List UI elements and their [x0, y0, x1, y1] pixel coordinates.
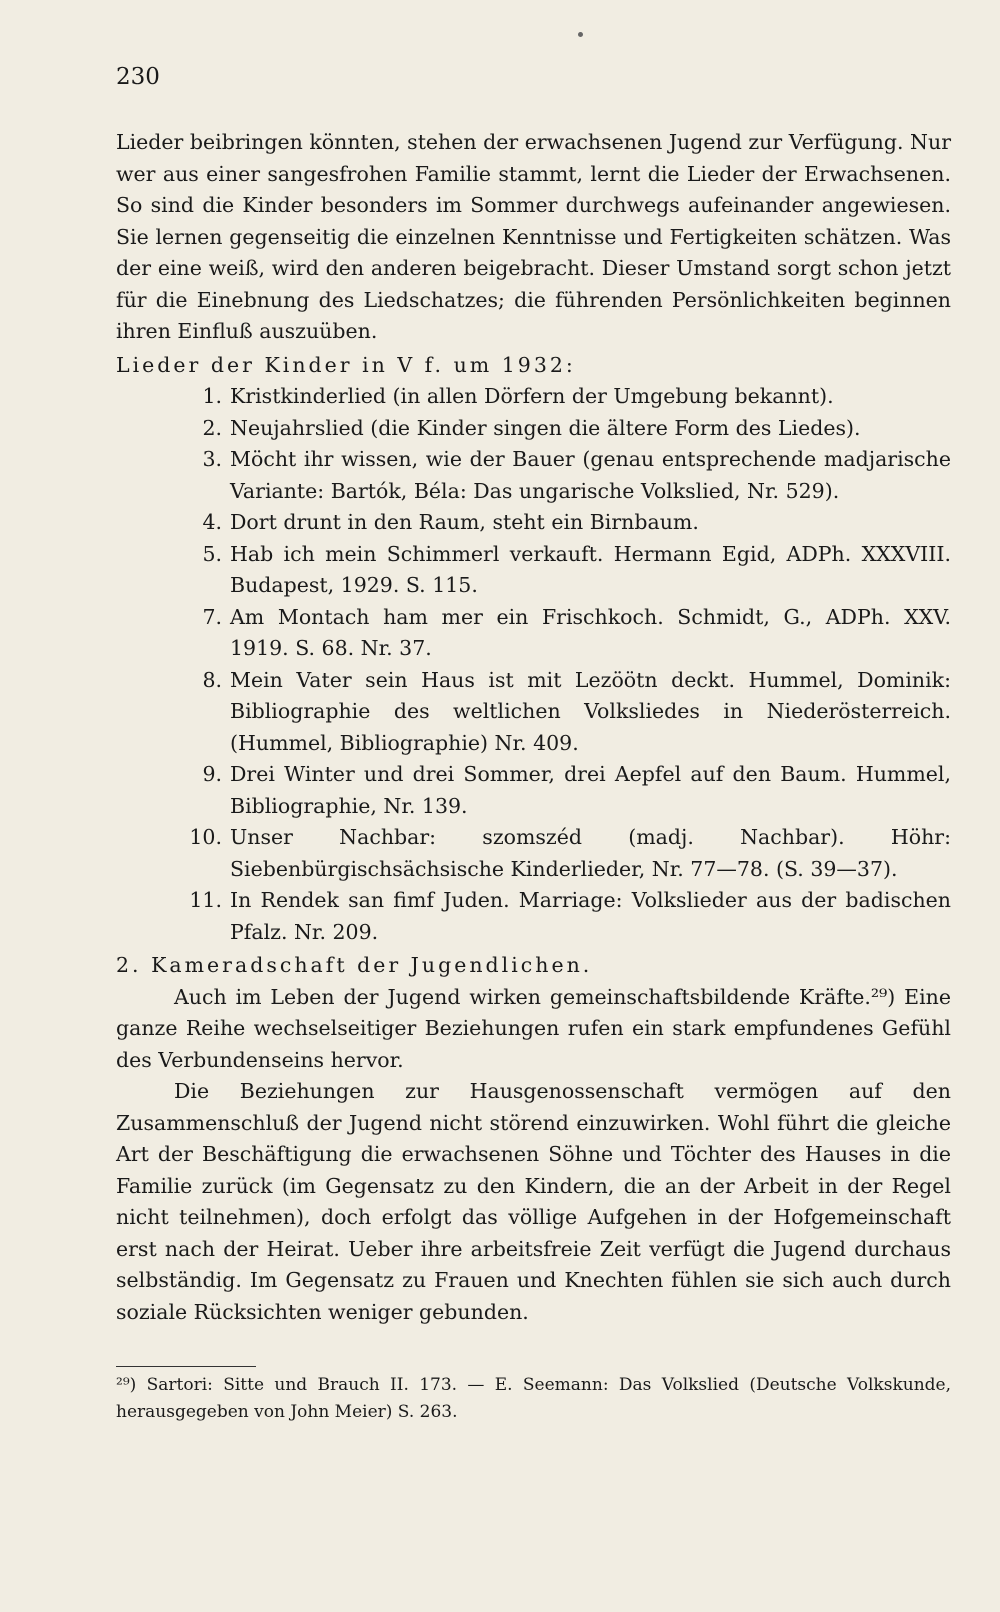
song-text: Drei Winter und drei Sommer, drei Aepfel auf den Baum. Hummel, Bibliographie, Nr. 139. — [230, 762, 951, 818]
song-item — [116, 759, 951, 822]
paragraph-3: Die Beziehungen zur Hausgenossenschaft vermögen auf den Zusammenschluß der Jugend nicht störend einzuwirken. Wohl führt die gleiche Art der Beschäftigung die erwachsenen Söhne und Töchter des Hauses in die Familie zurück (im Gegensatz zu den Kindern, die an der Arbeit in der Regel nicht teilnehmen), doch erfolgt das völlige Aufgehen in der Hofgemeinschaft erst nach der Heirat. Ueber ihre arbeitsfreie Zeit verfügt die Jugend durchaus selbständig. Im Gegensatz zu Frauen und Knechten fühlen sie sich auch durch soziale Rücksichten weniger gebunden. — [116, 1079, 951, 1324]
paragraph-2: Auch im Leben der Jugend wirken gemeinschaftsbildende Kräfte.²⁹) Eine ganze Reihe wechselseitiger Beziehungen rufen ein stark empfundenes Gefühl des Verbundenseins hervor. — [116, 984, 951, 1072]
footnote-rule — [116, 1366, 256, 1367]
song-text: Mein Vater sein Haus ist mit Lezöötn deckt. Hummel, Dominik: Bibliographie des weltlichen Volksliedes in Niederösterreich. (Hummel, Bibliographie) Nr. 409. — [230, 667, 951, 755]
song-text: Hab ich mein Schimmerl verkauft. Hermann Egid, ADPh. XXXVIII. Budapest, 1929. S. 115. — [230, 541, 951, 597]
song-number: 4. — [202, 510, 222, 534]
list-heading: Lieder der Kinder in V f. um 1932: — [116, 352, 576, 377]
song-text: Möcht ihr wissen, wie der Bauer (genau entsprechende madjarische Variante: Bartók, Béla: Das ungarische Volkslied, Nr. 529). — [230, 447, 951, 503]
song-number: 9. — [202, 762, 222, 786]
song-number: 7. — [202, 604, 222, 629]
song-number: 8. — [202, 667, 222, 692]
song-number: 5. — [202, 541, 222, 566]
page-number: 230 — [116, 64, 160, 90]
ink-speck — [578, 32, 583, 37]
song-number: 10. — [189, 825, 222, 849]
main-text — [116, 127, 951, 1328]
song-text: Kristkinderlied (in allen Dörfern der Umgebung bekannt). — [230, 384, 834, 408]
song-list — [116, 381, 951, 948]
song-number: 11. — [189, 888, 222, 912]
song-item — [116, 413, 951, 445]
intro-paragraph: Lieder beibringen könnten, stehen der erwachsenen Jugend zur Verfügung. Nur wer aus einer sangesfrohen Familie stammt, lernt die Lieder der Erwachsenen. So sind die Kinder besonders im Sommer durchwegs aufeinander angewiesen. Sie lernen gegenseitig die einzelnen Kenntnisse und Fertigkeiten schätzen. Was der eine weiß, wird den anderen beigebracht. Dieser Umstand sorgt schon jetzt für die Einebnung des Liedschatzes; die führenden Persönlichkeiten beginnen ihren Einfluß auszuüben. — [116, 130, 951, 343]
song-item — [116, 602, 951, 665]
song-number: 1. — [202, 384, 222, 408]
song-item — [116, 822, 951, 885]
footnote: ²⁹) Sartori: Sitte und Brauch II. 173. — E. Seemann: Das Volkslied (Deutsche Volkskunde, herausgegeben von John Meier) S. 263. — [116, 1375, 951, 1422]
song-number: 2. — [202, 415, 222, 440]
song-text: Am Montach ham mer ein Frischkoch. Schmidt, G., ADPh. XXV. 1919. S. 68. Nr. 37. — [230, 604, 951, 660]
song-item — [116, 539, 951, 602]
song-text: In Rendek san fimf Juden. Marriage: Volkslieder aus der badischen Pfalz. Nr. 209. — [230, 888, 951, 944]
song-item — [116, 665, 951, 760]
song-item — [116, 444, 951, 507]
song-item — [116, 507, 951, 539]
song-text: Neujahrslied (die Kinder singen die ältere Form des Liedes). — [230, 415, 861, 440]
song-text: Dort drunt in den Raum, steht ein Birnbaum. — [230, 510, 699, 534]
song-item — [116, 885, 951, 948]
song-number: 3. — [202, 447, 222, 471]
song-text: Unser Nachbar: szomszéd (madj. Nachbar). Höhr: Siebenbürgischsächsische Kinderlieder, Nr. 77—78. (S. 39—37). — [230, 825, 951, 881]
section-heading: 2. Kameradschaft der Jugendlichen. — [116, 953, 593, 977]
song-item — [116, 381, 951, 413]
